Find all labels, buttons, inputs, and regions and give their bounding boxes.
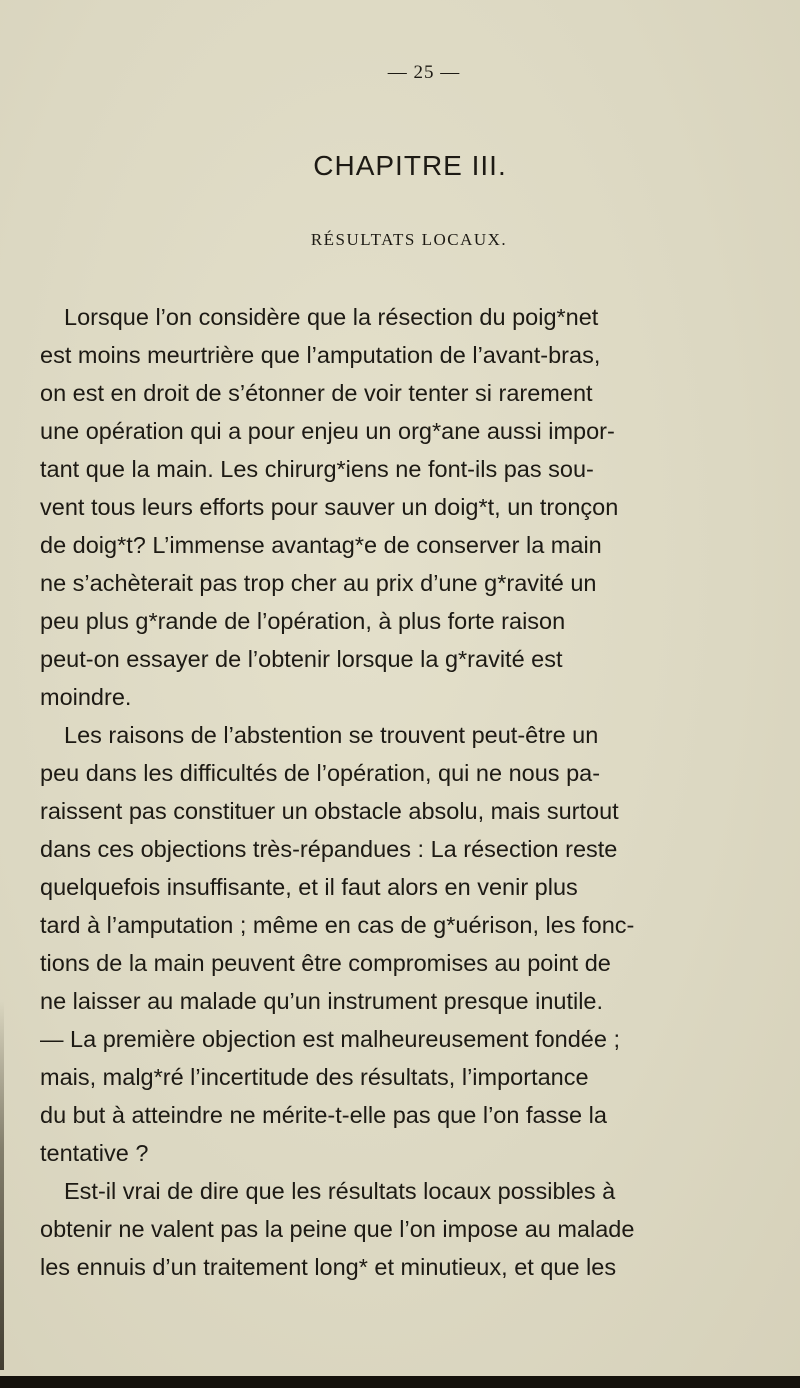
text-line: tard à l’amputation ; même en cas de g*uérison, les fonc-	[40, 912, 635, 938]
text-line: ne s’achèterait pas trop cher au prix d’une g*ravité un	[40, 570, 597, 596]
text-line: Est-il vrai de dire que les résultats locaux possibles à	[64, 1178, 616, 1204]
chapter-title: CHAPITRE III.	[313, 150, 507, 181]
text-line: tant que la main. Les chirurg*iens ne font-ils pas sou-	[40, 456, 594, 482]
text-line: tions de la main peuvent être compromises au point de	[40, 950, 611, 976]
text-line: vent tous leurs efforts pour sauver un doig*t, un tronçon	[40, 494, 619, 520]
page-bottom-edge	[0, 1376, 800, 1388]
text-line: une opération qui a pour enjeu un org*ane aussi impor-	[40, 418, 615, 444]
text-line: ne laisser au malade qu’un instrument presque inutile.	[40, 988, 604, 1014]
text-line: raissent pas constituer un obstacle absolu, mais surtout	[40, 798, 619, 824]
text-line: du but à atteindre ne mérite-t-elle pas que l’on fasse la	[40, 1102, 607, 1128]
text-line: moindre.	[40, 684, 132, 710]
page-edge-shadow	[0, 1000, 4, 1370]
text-line: on est en droit de s’étonner de voir tenter si rarement	[40, 380, 593, 406]
text-line: les ennuis d’un traitement long* et minutieux, et que les	[40, 1254, 617, 1280]
section-title: RÉSULTATS LOCAUX.	[310, 230, 508, 249]
text-line: Lorsque l’on considère que la résection du poig*net	[64, 304, 599, 330]
text-line: peut-on essayer de l’obtenir lorsque la g*ravité est	[40, 646, 563, 672]
page-number: — 25 —	[387, 62, 461, 83]
text-line: Les raisons de l’abstention se trouvent peut-être un	[64, 722, 599, 748]
text-line: tentative ?	[40, 1140, 149, 1166]
text-line: dans ces objections très-répandues : La résection reste	[40, 836, 618, 862]
text-line: obtenir ne valent pas la peine que l’on impose au malade	[40, 1216, 635, 1242]
text-line: quelquefois insuffisante, et il faut alors en venir plus	[40, 874, 578, 900]
text-line: peu plus g*rande de l’opération, à plus forte raison	[40, 608, 566, 634]
text-line: de doig*t? L’immense avantag*e de conserver la main	[40, 532, 602, 558]
text-line: est moins meurtrière que l’amputation de l’avant-bras,	[40, 342, 601, 368]
text-line: — La première objection est malheureusement fondée ;	[40, 1026, 620, 1052]
text-line: peu dans les difficultés de l’opération, qui ne nous pa-	[40, 760, 601, 786]
text-line: mais, malg*ré l’incertitude des résultats, l’importance	[40, 1064, 589, 1090]
